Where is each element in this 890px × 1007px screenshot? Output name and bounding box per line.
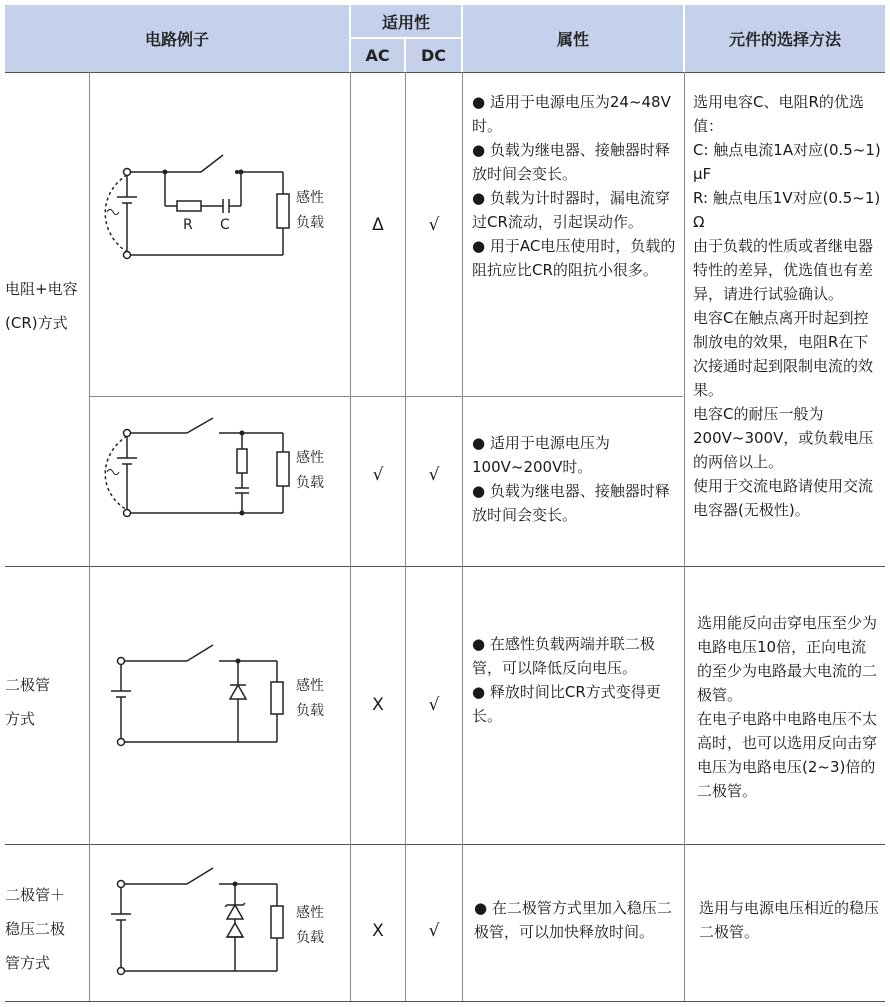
header-ac-label: AC: [365, 46, 390, 65]
row2-sel-2: 在电子电路中电路电压不太高时，也可以选用反向击穿电压为电路电压(2~3)倍的二极管。: [697, 710, 878, 800]
row1-sel-7: 使用于交流电路请使用交流电容器(无极性)。: [693, 477, 874, 519]
row2-method-line1: 二极管: [5, 676, 51, 694]
circuit3-load-label1: 感性: [296, 678, 324, 694]
header-selection-method: [685, 5, 885, 72]
row1b-attributes: [472, 431, 680, 527]
row3-ac-symbol: X: [372, 921, 384, 941]
row1-method-line2: (CR)方式: [5, 314, 68, 332]
row3-dc-symbol: √: [428, 921, 440, 941]
row1-sel-4: 由于负载的性质或者继电器特性的差异，优选值也有差异，请进行试验确认。: [693, 237, 874, 303]
circuit4-load-label1: 感性: [296, 905, 324, 921]
row1-sel-5: 电容C在触点离开时起到控制放电的效果，电阻R在下次接通时起到限制电流的效果。: [693, 309, 874, 399]
header-circuit-example-label: 电路例子: [144, 30, 209, 49]
row1a-dc-symbol: √: [428, 215, 440, 235]
row1b-attr-2: ● 负载为继电器、接触器时释放时间会变长。: [472, 482, 670, 524]
circuit1-load-label2: 负载: [296, 215, 324, 231]
row1a-attr-1: ● 适用于电源电压为24~48V时。: [472, 93, 671, 135]
row1a-attr-3: ● 负载为计时器时，漏电流穿过CR流动，引起误动作。: [472, 189, 670, 231]
circuit-rc-parallel-load: [89, 396, 350, 566]
row2-method-line2: 方式: [5, 710, 36, 728]
circuit3-load-label2: 负载: [296, 703, 324, 719]
row1b-ac-symbol: √: [372, 465, 384, 485]
circuit4-load-label2: 负载: [296, 930, 324, 946]
circuit-cr-series: [89, 72, 350, 396]
row2-selection: [697, 611, 880, 803]
circuit1-resistor-label: R: [183, 217, 193, 233]
circuit1-load-label1: 感性: [296, 190, 324, 206]
row1-sel-3: R: 触点电压1V对应(0.5~1) Ω: [693, 189, 881, 231]
row1b-attr-1: ● 适用于电源电压为100V~200V时。: [472, 434, 610, 476]
circuit-diode: [89, 566, 350, 844]
header-attribute: [463, 5, 683, 72]
row1b-dc-symbol: √: [428, 465, 440, 485]
row1a-attributes: [472, 90, 680, 282]
col-dc-divider: [462, 72, 463, 1001]
row3-method-line2: 稳压二极: [5, 920, 66, 938]
row1a-attr-4: ● 用于AC电压使用时，负载的阻抗应比CR的阻抗小很多。: [472, 237, 676, 279]
row1a-ac-symbol: Δ: [372, 215, 384, 235]
row3-method-line1: 二极管＋: [5, 886, 66, 904]
row3-sel-1: 选用与电源电压相近的稳压二极管。: [699, 899, 880, 941]
row1-sel-6: 电容C的耐压一般为200V~300V，或负载电压的两倍以上。: [693, 405, 874, 471]
table-bottom-line: [5, 1001, 885, 1002]
header-circuit-example: [5, 5, 349, 72]
header-dc-label: DC: [420, 46, 447, 65]
row2-ac-symbol: X: [372, 695, 384, 715]
row3-attr-1: ● 在二极管方式里加入稳压二极管，可以加快释放时间。: [474, 899, 672, 941]
header-applicability-label: 适用性: [381, 12, 430, 32]
row2-method: [5, 668, 89, 736]
row1a-attr-2: ● 负载为继电器、接触器时释放时间会变长。: [472, 141, 670, 183]
header-dc: [406, 39, 461, 72]
row1-method: [5, 272, 89, 340]
row2-attributes: [472, 632, 680, 728]
row3-method: [5, 878, 89, 980]
row2-dc-symbol: √: [428, 695, 440, 715]
row3-method-line3: 管方式: [5, 954, 51, 972]
header-applicability: [351, 5, 461, 37]
row1-sel-2: C: 触点电流1A对应(0.5~1) μF: [693, 141, 881, 183]
header-attribute-label: 属性: [556, 30, 589, 49]
circuit-diode-zener: [89, 844, 350, 1001]
row3-attributes: [474, 896, 680, 944]
circuit1-capacitor-label: C: [220, 217, 230, 233]
row1-selection: [693, 90, 883, 522]
circuit2-load-label2: 负载: [296, 475, 324, 491]
row2-attr-1: ● 在感性负载两端并联二极管，可以降低反向电压。: [472, 635, 655, 677]
col-attr-divider: [684, 72, 685, 1001]
row1-method-line1: 电阻+电容: [5, 280, 78, 298]
circuit2-load-label1: 感性: [296, 450, 324, 466]
header-selection-method-label: 元件的选择方法: [728, 30, 841, 49]
row2-attr-2: ● 释放时间比CR方式变得更长。: [472, 683, 661, 725]
row2-sel-1: 选用能反向击穿电压至少为电路电压10倍，正向电流的至少为电路最大电流的二极管。: [697, 614, 878, 704]
row1-sel-1: 选用电容C、电阻R的优选值：: [693, 93, 864, 135]
header-ac: [351, 39, 404, 72]
row3-selection: [699, 896, 879, 944]
